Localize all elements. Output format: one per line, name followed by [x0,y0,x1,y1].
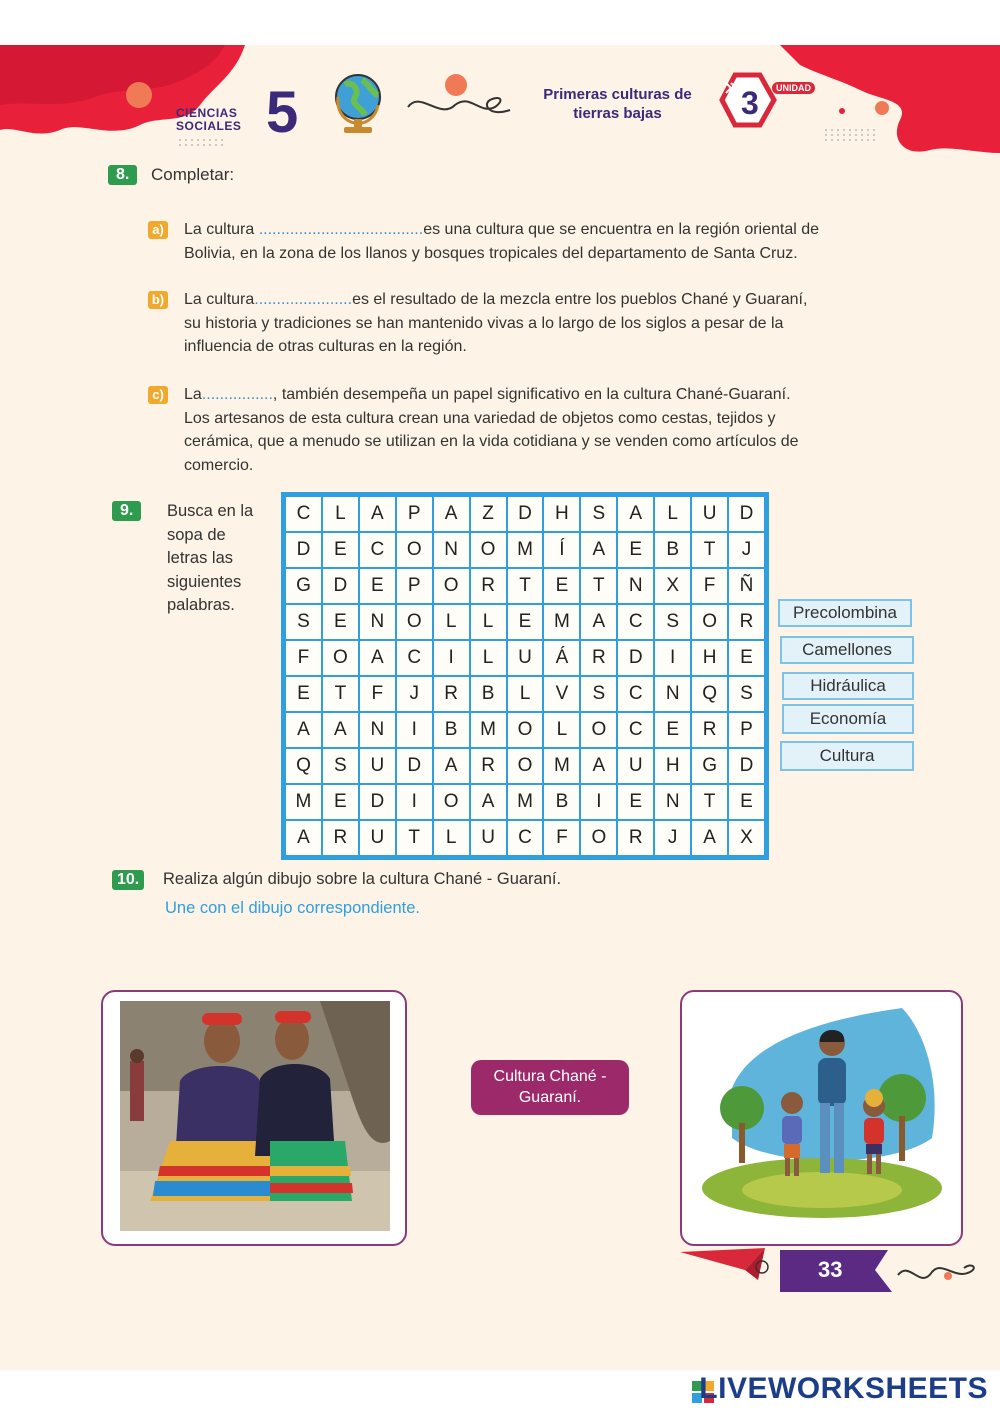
women-photo [120,1001,390,1231]
grid-cell[interactable]: C [617,712,654,748]
exercise-10-number: 10. [112,870,144,890]
grid-cell[interactable]: A [580,532,617,568]
grid-cell[interactable]: C [396,640,433,676]
grid-cell[interactable]: O [433,784,470,820]
family-illustration [692,998,952,1238]
grid-cell[interactable]: E [728,640,765,676]
grid-cell[interactable]: D [617,640,654,676]
text-fragment: es el resultado de la mezcla entre los pueblos Chané y Guaraní, [352,291,808,308]
grid-cell[interactable]: Í [543,532,580,568]
grid-cell[interactable]: C [617,676,654,712]
grid-cell[interactable]: A [580,748,617,784]
grid-cell[interactable]: J [654,820,691,856]
grid-cell[interactable]: A [359,640,396,676]
grid-cell[interactable]: P [396,568,433,604]
grid-cell[interactable]: A [322,712,359,748]
grid-cell[interactable]: E [359,568,396,604]
header-decoration [0,45,1000,175]
grid-cell[interactable]: A [433,496,470,532]
exercise-8c-text [184,383,884,477]
grid-cell[interactable]: A [285,712,322,748]
text-fragment: es una cultura que se encuentra en la región oriental de [423,221,820,238]
grid-cell[interactable]: M [507,784,544,820]
grid-cell[interactable]: L [543,712,580,748]
text-fragment: La [184,386,202,403]
word-search-grid[interactable] [281,492,769,860]
exercise-8a-text [184,218,884,265]
grid-cell[interactable]: U [691,496,728,532]
grid-cell[interactable]: D [359,784,396,820]
grid-cell[interactable]: Z [470,496,507,532]
grid-cell[interactable]: Q [285,748,322,784]
grid-cell[interactable]: O [470,532,507,568]
word-box-economia: Economía [782,704,914,734]
grid-cell[interactable]: H [654,748,691,784]
grid-cell[interactable]: Á [543,640,580,676]
grid-cell[interactable]: T [691,532,728,568]
grid-cell[interactable]: C [359,532,396,568]
grid-cell[interactable]: B [470,676,507,712]
subject-line-2: SOCIALES [176,119,242,133]
grid-cell[interactable]: P [728,712,765,748]
grid-cell[interactable]: U [359,820,396,856]
grid-cell[interactable]: I [580,784,617,820]
grid-cell[interactable]: S [322,748,359,784]
unit-title-line-1: Primeras culturas de [543,86,692,103]
instruction-line: palabras. [167,596,235,614]
grid-cell[interactable]: E [285,676,322,712]
culture-label-line-1: Cultura Chané - [493,1068,607,1085]
grid-cell[interactable]: U [617,748,654,784]
grid-cell[interactable]: L [433,820,470,856]
blank-8a-input[interactable]: ..................................... [258,221,424,238]
grid-cell[interactable]: B [543,784,580,820]
instruction-line: Busca en la [167,502,254,520]
exercise-10-sub-instruction: Une con el dibujo correspondiente. [165,899,421,917]
grid-cell[interactable]: R [617,820,654,856]
culture-label-box[interactable] [471,1060,629,1115]
grid-cell[interactable]: G [691,748,728,784]
dot-icon [126,82,152,108]
subject-label [176,107,241,133]
grid-cell[interactable]: S [285,604,322,640]
grid-cell[interactable]: R [691,712,728,748]
grid-cell[interactable]: T [322,676,359,712]
grid-cell[interactable]: F [691,568,728,604]
photo-frame-women[interactable] [101,990,407,1246]
grid-cell[interactable]: T [580,568,617,604]
grid-cell[interactable]: D [728,496,765,532]
grid-cell[interactable]: B [433,712,470,748]
option-b-label: b) [148,291,168,309]
grid-cell[interactable]: T [507,568,544,604]
grid-cell[interactable]: E [617,784,654,820]
grid-cell[interactable]: L [507,676,544,712]
unit-label: UNIDAD [772,82,815,94]
grid-cell[interactable]: D [396,748,433,784]
grid-cell[interactable]: R [470,748,507,784]
grid-cell[interactable]: I [396,712,433,748]
grid-cell[interactable]: A [433,748,470,784]
grid-cell[interactable]: L [470,604,507,640]
text-line: su historia y tradiciones se han mantenido vivas a lo largo de los siglos a pesar de la [184,314,784,332]
grid-cell[interactable]: L [654,496,691,532]
grid-cell[interactable]: N [433,532,470,568]
grid-cell[interactable]: M [507,532,544,568]
grid-cell[interactable]: E [322,784,359,820]
grid-cell[interactable]: S [728,676,765,712]
grid-cell[interactable]: T [691,784,728,820]
page-number: 33 [818,1257,843,1282]
grid-cell[interactable]: O [691,604,728,640]
grid-cell[interactable]: E [654,712,691,748]
text-fragment: La cultura [184,221,259,238]
grid-cell[interactable]: A [580,604,617,640]
instruction-line: sopa de [167,525,226,544]
grid-cell[interactable]: N [617,568,654,604]
grid-cell[interactable]: O [507,748,544,784]
grid-cell[interactable]: U [359,748,396,784]
grid-cell[interactable]: U [470,820,507,856]
unit-title [530,85,705,123]
grid-cell[interactable]: O [396,532,433,568]
grid-cell[interactable]: T [396,820,433,856]
grid-cell[interactable]: R [470,568,507,604]
grid-cell[interactable]: L [433,604,470,640]
grid-cell[interactable]: J [728,532,765,568]
grid-cell[interactable]: R [728,604,765,640]
grid-cell[interactable]: Q [691,676,728,712]
grid-cell[interactable]: I [433,640,470,676]
grid-cell[interactable]: S [580,496,617,532]
grid-cell[interactable]: O [396,604,433,640]
brand-name: LIVEWORKSHEETS [699,1372,988,1405]
grid-cell[interactable]: J [396,676,433,712]
grid-cell[interactable]: N [359,712,396,748]
grid-cell[interactable]: S [580,676,617,712]
unit-title-line-2: tierras bajas [573,105,662,122]
grid-cell[interactable]: D [322,568,359,604]
unit-number: 3 [741,85,759,121]
text-fragment: , también desempeña un papel significativo en la cultura Chané-Guaraní. [272,386,791,403]
grid-cell[interactable]: A [285,820,322,856]
grid-cell[interactable]: P [396,496,433,532]
grid-cell[interactable]: E [322,604,359,640]
grid-cell[interactable]: N [654,784,691,820]
grid-cell[interactable]: H [691,640,728,676]
word-box-hidraulica: Hidráulica [782,672,914,700]
option-a-label: a) [148,221,168,239]
exercise-9-number: 9. [112,501,141,521]
text-line: cerámica, que a menudo se utilizan en la vida cotidiana y se venden como artículos de [184,433,799,450]
grid-cell[interactable]: L [470,640,507,676]
option-c-label: c) [148,386,168,404]
grid-cell[interactable]: X [654,568,691,604]
grade-number: 5 [266,80,299,145]
instruction-line: letras las [167,549,234,567]
grid-cell[interactable]: D [507,496,544,532]
grid-cell[interactable]: D [285,532,322,568]
text-line: comercio. [184,456,254,474]
grid-cell[interactable]: F [543,820,580,856]
grid-cell[interactable]: C [617,604,654,640]
grid-cell[interactable]: C [285,496,322,532]
grid-cell[interactable]: F [285,640,322,676]
grid-cell[interactable]: N [654,676,691,712]
grid-cell[interactable]: M [285,784,322,820]
grid-cell[interactable]: A [691,820,728,856]
text-line: Los artesanos de esta cultura crean una variedad de objetos como cestas, tejidos y [184,409,776,427]
grid-cell[interactable]: U [507,640,544,676]
grid-cell[interactable]: E [617,532,654,568]
grid-cell[interactable]: A [470,784,507,820]
grid-cell[interactable]: N [359,604,396,640]
illustration-frame-family[interactable] [680,990,963,1246]
worksheet-page [0,45,1000,1370]
instruction-line: siguientes [167,572,242,591]
grid-cell[interactable]: C [507,820,544,856]
exercise-9-instruction [167,500,253,618]
text-line: influencia de otras culturas en la región. [184,338,467,355]
grid-cell[interactable]: E [728,784,765,820]
exercise-8-number: 8. [108,165,137,185]
grid-cell[interactable]: M [543,748,580,784]
grid-cell[interactable]: F [359,676,396,712]
exercise-8-instruction: Completar: [151,165,235,184]
blank-8c-input[interactable]: ................ [201,386,273,403]
text-fragment: La cultura [184,291,255,308]
grid-cell[interactable]: E [507,604,544,640]
globe-icon [336,75,380,133]
grid-cell[interactable]: R [433,676,470,712]
grid-cell[interactable]: H [543,496,580,532]
grid-cell[interactable]: A [617,496,654,532]
grid-cell[interactable]: E [322,532,359,568]
grid-cell[interactable]: A [359,496,396,532]
text-line: Bolivia, en la zona de los llanos y bosques tropicales del departamento de Santa Cruz. [184,244,798,262]
exercise-8b-text [184,288,884,359]
word-box-camellones: Camellones [780,636,914,664]
blank-8b-input[interactable]: ...................... [254,291,353,308]
grid-cell[interactable]: I [654,640,691,676]
grid-cell[interactable]: M [470,712,507,748]
grid-cell[interactable]: O [580,820,617,856]
grid-cell[interactable]: L [322,496,359,532]
grid-cell[interactable]: O [580,712,617,748]
grid-cell[interactable]: S [654,604,691,640]
grid-cell[interactable]: R [580,640,617,676]
word-box-precolombina: Precolombina [778,599,912,627]
grid-cell[interactable]: X [728,820,765,856]
culture-label-line-2: Guaraní. [518,1089,582,1106]
grid-cell[interactable]: E [543,568,580,604]
grid-cell[interactable]: O [322,640,359,676]
grid-cell[interactable]: R [322,820,359,856]
grid-cell[interactable]: M [543,604,580,640]
grid-cell[interactable]: D [728,748,765,784]
subject-line-1: CIENCIAS [176,106,238,120]
exercise-10-instruction: Realiza algún dibujo sobre la cultura Chané - Guaraní. [163,870,562,888]
grid-cell[interactable]: B [654,532,691,568]
grid-cell[interactable]: O [433,568,470,604]
grid-cell[interactable]: Ñ [728,568,765,604]
grid-cell[interactable]: I [396,784,433,820]
grid-cell[interactable]: V [543,676,580,712]
grid-cell[interactable]: O [507,712,544,748]
grid-cell[interactable]: G [285,568,322,604]
word-box-cultura: Cultura [780,741,914,771]
